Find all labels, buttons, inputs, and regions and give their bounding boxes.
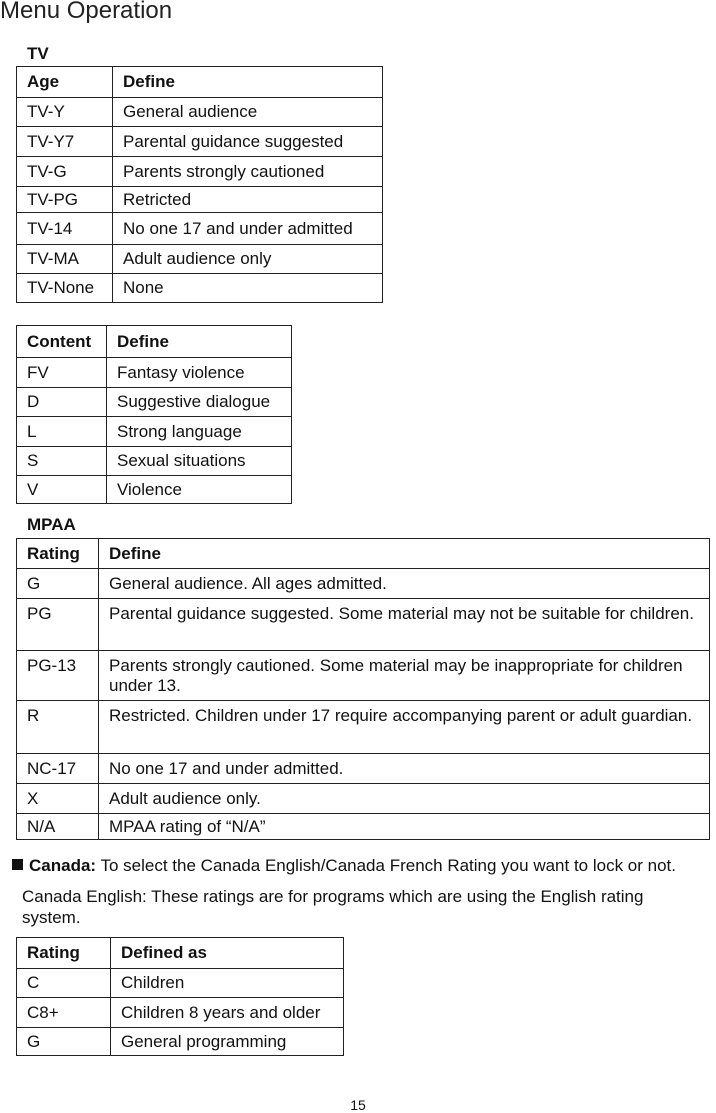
rating-code: PG	[17, 599, 99, 651]
content-code: FV	[17, 358, 107, 388]
content-code: L	[17, 417, 107, 447]
rating-code: TV-14	[17, 213, 113, 245]
column-header: Rating	[17, 539, 99, 569]
rating-code: TV-Y7	[17, 127, 113, 157]
table-row	[17, 814, 710, 840]
rating-code: G	[17, 569, 99, 599]
content-define: Violence	[107, 476, 292, 504]
table-row	[17, 98, 383, 127]
tv-heading: TV	[27, 44, 49, 63]
content-define: Fantasy violence	[107, 358, 292, 388]
table-row	[17, 447, 292, 476]
rating-define: No one 17 and under admitted.	[99, 754, 710, 784]
rating-define: MPAA rating of “N/A”	[99, 814, 710, 840]
table-row	[17, 358, 292, 388]
canada-label: Canada:	[29, 856, 97, 875]
content-code: S	[17, 447, 107, 476]
canada-english-description: Canada English: These ratings are for programs which are using the English rating system.	[22, 887, 644, 927]
rating-code: PG-13	[17, 651, 99, 701]
rating-define: Parents strongly cautioned	[113, 157, 383, 187]
tv-rating-table	[16, 66, 383, 303]
column-header: Define	[113, 67, 383, 98]
table-row	[17, 754, 710, 784]
rating-define: Parental guidance suggested	[113, 127, 383, 157]
content-table	[16, 325, 292, 504]
table-row	[17, 274, 383, 303]
rating-define: Parental guidance suggested. Some material may not be suitable for children.	[99, 599, 710, 651]
table-row	[17, 245, 383, 274]
table-header-row	[17, 67, 383, 98]
rating-code: TV-MA	[17, 245, 113, 274]
table-row	[17, 784, 710, 814]
column-header: Rating	[17, 938, 111, 969]
square-bullet-icon	[12, 859, 23, 870]
canada-text: To select the Canada English/Canada French Rating you want to lock or not.	[100, 856, 677, 875]
canada-english-table	[16, 937, 344, 1056]
rating-code: TV-PG	[17, 187, 113, 213]
table-header-row	[17, 326, 292, 358]
rating-code: C	[17, 969, 111, 998]
table-header-row	[17, 539, 710, 569]
content-define: Suggestive dialogue	[107, 388, 292, 417]
mpaa-heading: MPAA	[27, 515, 76, 534]
rating-define: No one 17 and under admitted	[113, 213, 383, 245]
rating-define: Parents strongly cautioned. Some material may be inappropriate for children under 13.	[99, 651, 710, 701]
rating-define: General audience. All ages admitted.	[99, 569, 710, 599]
rating-code: X	[17, 784, 99, 814]
page-number: 15	[350, 1097, 366, 1113]
rating-define: Adult audience only	[113, 245, 383, 274]
table-row	[17, 388, 292, 417]
table-row	[17, 998, 344, 1028]
table-row	[17, 701, 710, 754]
table-row	[17, 417, 292, 447]
table-row	[17, 476, 292, 504]
rating-code: NC-17	[17, 754, 99, 784]
rating-define: Children	[111, 969, 344, 998]
column-header: Defined as	[111, 938, 344, 969]
rating-define: General audience	[113, 98, 383, 127]
page-title: Menu Operation	[0, 0, 173, 24]
mpaa-rating-table	[16, 538, 710, 840]
table-row	[17, 127, 383, 157]
column-header: Define	[99, 539, 710, 569]
rating-code: TV-Y	[17, 98, 113, 127]
rating-code: C8+	[17, 998, 111, 1028]
table-row	[17, 213, 383, 245]
table-row	[17, 969, 344, 998]
rating-define: None	[113, 274, 383, 303]
rating-code: TV-None	[17, 274, 113, 303]
table-row	[17, 569, 710, 599]
column-header: Age	[17, 67, 113, 98]
rating-code: TV-G	[17, 157, 113, 187]
rating-define: Restricted. Children under 17 require accompanying parent or adult guardian.	[99, 701, 710, 754]
column-header: Define	[107, 326, 292, 358]
table-row	[17, 651, 710, 701]
content-define: Strong language	[107, 417, 292, 447]
table-row	[17, 1028, 344, 1056]
column-header: Content	[17, 326, 107, 358]
content-code: V	[17, 476, 107, 504]
rating-define: General programming	[111, 1028, 344, 1056]
table-row	[17, 187, 383, 213]
canada-intro	[12, 856, 676, 876]
table-row	[17, 157, 383, 187]
rating-define: Children 8 years and older	[111, 998, 344, 1028]
content-define: Sexual situations	[107, 447, 292, 476]
rating-code: G	[17, 1028, 111, 1056]
rating-code: N/A	[17, 814, 99, 840]
rating-code: R	[17, 701, 99, 754]
rating-define: Retricted	[113, 187, 383, 213]
rating-define: Adult audience only.	[99, 784, 710, 814]
table-row	[17, 599, 710, 651]
table-header-row	[17, 938, 344, 969]
content-code: D	[17, 388, 107, 417]
